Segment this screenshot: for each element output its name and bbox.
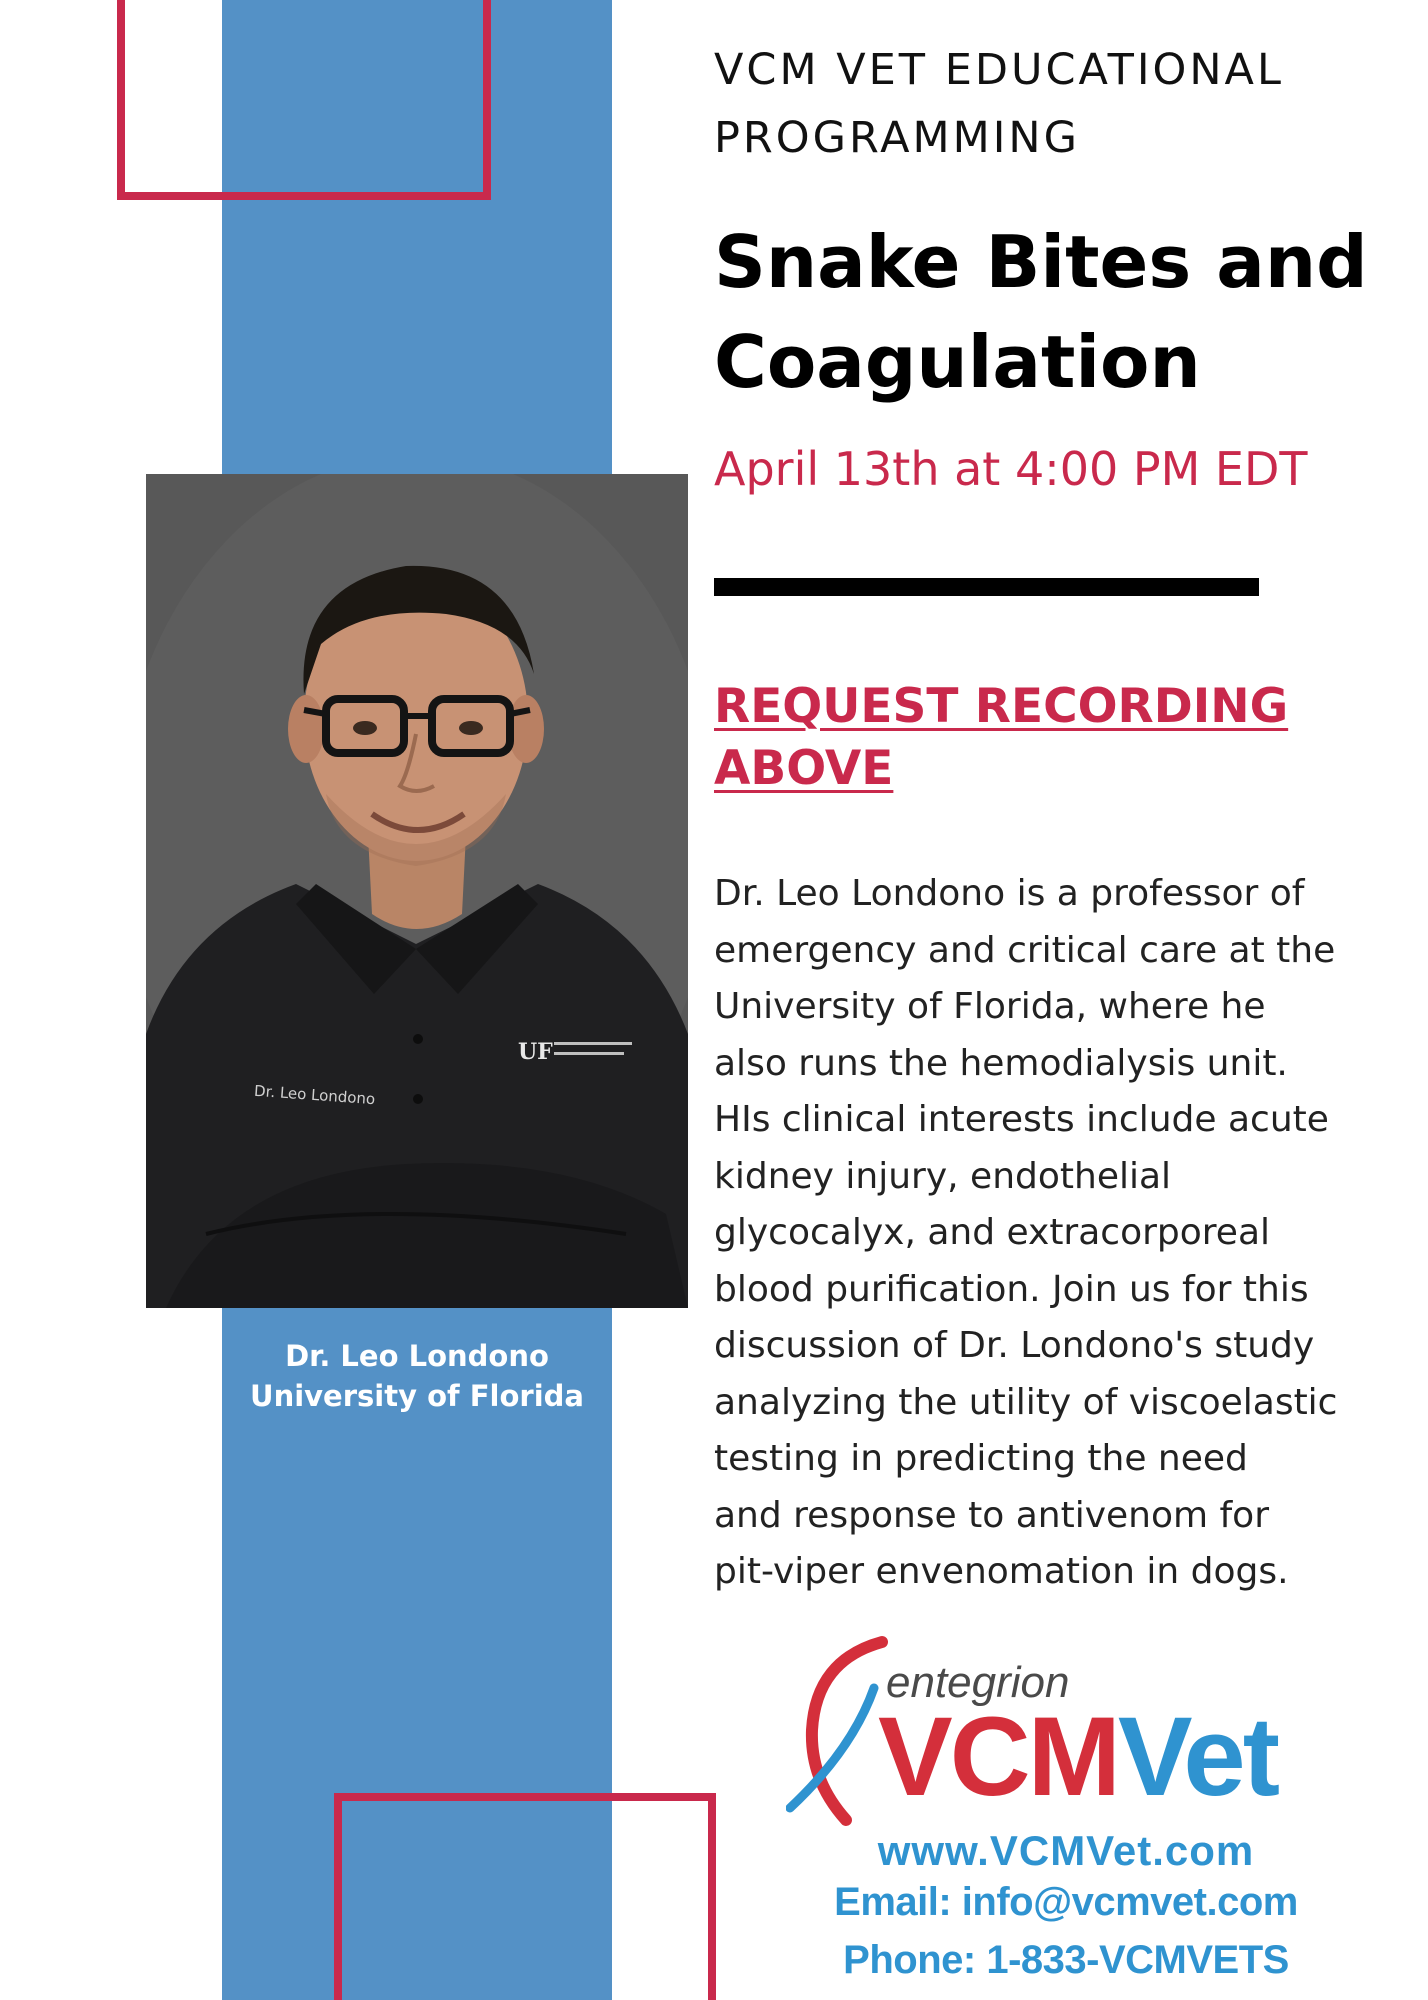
bio-line: HIs clinical interests include acute [714, 1099, 1329, 1140]
logo-vcm-text: VCM [878, 1694, 1118, 1819]
title-line: Coagulation [714, 320, 1201, 404]
bio-line: kidney injury, endothelial [714, 1155, 1172, 1197]
bio-line: glycocalyx, and extracorporeal [714, 1212, 1271, 1253]
speaker-portrait-illustration [146, 474, 688, 1308]
speaker-affiliation: University of Florida [250, 1379, 584, 1413]
bio-line: pit-viper envenomation in dogs. [714, 1551, 1289, 1592]
bio-line: discussion of Dr. Londono's study [714, 1325, 1315, 1366]
logo-entegrion-text: entegrion [886, 1658, 1070, 1707]
divider-rule [714, 578, 1259, 596]
speaker-bio [714, 866, 1419, 1601]
bio-line: and response to antivenom for [714, 1494, 1270, 1536]
title-line: Snake Bites and [714, 220, 1368, 304]
speaker-photo [146, 474, 688, 1308]
request-line[interactable]: ABOVE [714, 741, 894, 796]
bio-line: University of Florida, where he [714, 986, 1266, 1027]
bio-line: blood purification. Join us for this [714, 1268, 1309, 1310]
kicker-line: VCM VET EDUCATIONAL [714, 45, 1284, 95]
bio-line: Dr. Leo Londono is a professor of [714, 873, 1305, 914]
logo-wordmark [878, 1692, 1277, 1821]
request-recording-link[interactable] [714, 676, 1414, 800]
bottom-decorative-frame [334, 1793, 716, 2000]
program-kicker [714, 36, 1414, 172]
website-link[interactable]: www.VCMVet.com [877, 1827, 1255, 1874]
phone-contact[interactable]: Phone: 1-833-VCMVETS [843, 1938, 1289, 1982]
bio-line: analyzing the utility of viscoelastic [714, 1381, 1338, 1423]
shirt-embroidery-text: Dr. Leo Londono [253, 1081, 376, 1109]
logo-vet-text: Vet [1117, 1694, 1277, 1819]
svg-text:UF: UF [518, 1039, 553, 1065]
speaker-name: Dr. Leo Londono [285, 1339, 549, 1373]
top-decorative-frame [117, 0, 491, 200]
bio-line: emergency and critical care at the [714, 929, 1336, 971]
email-contact[interactable]: Email: info@vcmvet.com [834, 1880, 1298, 1924]
bio-line: testing in predicting the need [714, 1438, 1248, 1479]
event-title [714, 212, 1414, 412]
event-date: April 13th at 4:00 PM EDT [714, 442, 1308, 496]
vcmvet-logo [786, 1630, 1346, 1830]
bio-line: also runs the hemodialysis unit. [714, 1042, 1288, 1084]
kicker-line: PROGRAMMING [714, 113, 1080, 163]
speaker-caption [222, 1336, 612, 1416]
request-line[interactable]: REQUEST RECORDING [714, 679, 1289, 734]
